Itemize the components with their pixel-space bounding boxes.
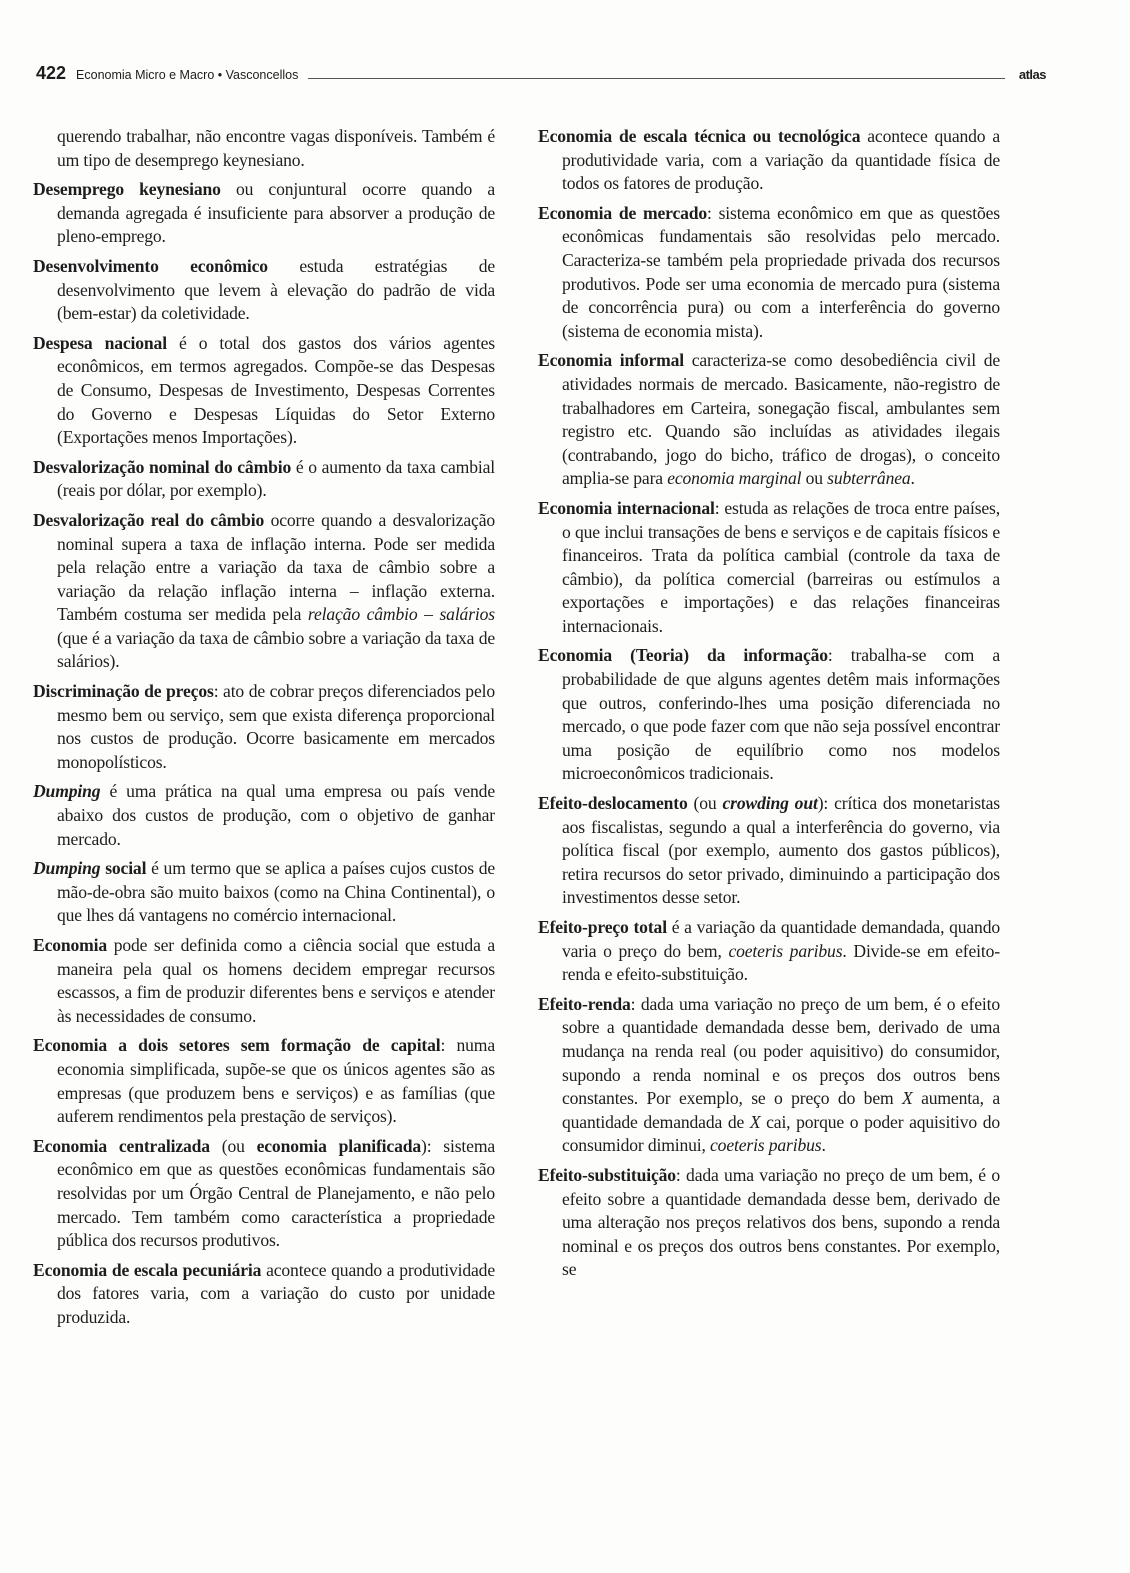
entry-term: Efeito-preço total <box>538 917 667 937</box>
emphasis-text: X <box>749 1111 761 1132</box>
entry-term: Economia centralizada <box>33 1135 210 1156</box>
glossary-entry <box>33 255 495 326</box>
glossary-entry <box>538 349 1000 491</box>
entry-term: Economia de escala pecuniária <box>33 1259 262 1280</box>
entry-definition: : numa economia simplificada, supõe-se que os únicos agentes são as empresas (que produzem bens e serviços) e as famílias (que auferem rendimentos pela prestação de serviços). <box>57 1035 495 1127</box>
entry-term: Desemprego keynesiano <box>33 179 221 200</box>
glossary-entry <box>33 456 495 503</box>
entry-definition: é um termo que se aplica a países cujos custos de mão-de-obra são muito baixos (como na China Continental), o que lhes dá vantagens no comércio internacional. <box>57 858 496 926</box>
entry-definition: . <box>821 1135 826 1156</box>
entry-definition: é uma prática na qual uma empresa ou país vende abaixo dos custos de produção, com o objetivo de ganhar mercado. <box>57 781 495 849</box>
entry-definition: cai, porque o poder aquisitivo do consumidor diminui, <box>562 1111 1000 1156</box>
emphasis-text: social <box>100 858 147 879</box>
entry-definition: (ou <box>209 1135 257 1156</box>
entry-definition: é o total dos gastos dos vários agentes econômicos, em termos agregados. Compõe-se das Despesas de Consumo, Despesas de Investimento, Despesas Correntes do Governo e Despesas Líquidas do Setor Externo (Exportações menos Importações). <box>57 332 495 448</box>
glossary-entry <box>538 125 1000 196</box>
right-column <box>538 125 1000 1288</box>
entry-definition: . <box>910 468 915 489</box>
left-column <box>33 125 495 1336</box>
entry-term: Efeito-deslocamento <box>538 793 688 814</box>
entry-definition: (que é a variação da taxa de câmbio sobre a variação da taxa de salários). <box>57 627 495 672</box>
entry-definition: ): crítica dos monetaristas aos fiscalistas, segundo a qual a interferência do governo, via política fiscal (por exemplo, aumento dos gastos públicos), retira recursos do setor privado, diminuindo a participação dos investimentos desse setor. <box>562 793 1000 908</box>
entry-term: Economia informal <box>538 350 685 371</box>
entry-term: Economia (Teoria) da informação <box>538 645 828 666</box>
emphasis-text: economia marginal <box>667 468 802 489</box>
emphasis-text: coeteris paribus <box>728 940 843 961</box>
entry-definition: acontece quando a produtividade varia, com a variação da quantidade física de todos os fatores de produção. <box>562 126 1000 194</box>
entry-definition: estuda estratégias de desenvolvimento que levem à elevação do padrão de vida (bem-estar) da coletividade. <box>57 255 496 324</box>
entry-definition: (ou <box>687 793 723 814</box>
entry-definition: : dada uma variação no preço de um bem, é o efeito sobre a quantidade demandada desse bem, derivado de uma mudança na renda real (ou poder aquisitivo) do consumidor, supondo a renda nominal e os preços dos outros bens constantes. Por exemplo, se o preço do bem <box>562 993 1000 1109</box>
entry-term: Economia <box>33 935 108 955</box>
glossary-entry <box>33 178 495 249</box>
glossary-entry <box>538 792 1000 910</box>
entry-definition: . Divide-se em efeito-renda e efeito-substituição. <box>562 940 1000 985</box>
emphasis-text: economia planificada <box>256 1135 422 1156</box>
entry-definition: ): sistema econômico em que as questões econômicas fundamentais são resolvidas por um Órgão Central de Planejamento, e não pelo mercado. Tem também como característica a propriedade pública dos recursos produtivos. <box>57 1135 496 1251</box>
entry-term: Desvalorização nominal do câmbio <box>33 456 292 477</box>
glossary-entry <box>33 125 495 172</box>
entry-definition: ocorre quando a desvalorização nominal supera a taxa de inflação interna. Pode ser medida pela relação entre a variação da taxa de câmbio sobre a variação da relação inflação interna – inflação externa. Também costuma ser medida pela <box>57 509 495 625</box>
emphasis-text: coeteris paribus <box>710 1135 822 1156</box>
entry-definition: : sistema econômico em que as questões econômicas fundamentais são resolvidas pelo mercado. Caracteriza-se também pela propriedade privada dos recursos produtivos. Pode ser uma economia de mercado pura (sistema de concorrência pura) ou com a interferência do governo (sistema de economia mista). <box>562 202 1000 341</box>
book-title: Economia Micro e Macro • Vasconcellos <box>76 68 299 82</box>
glossary-entry <box>33 1135 495 1253</box>
entry-term: Economia a dois setores sem formação de capital <box>33 1035 441 1056</box>
entry-definition: : ato de cobrar preços diferenciados pelo mesmo bem ou serviço, sem que exista diferença proporcional nos custos de produção. Ocorre basicamente em mercados monopolísticos. <box>57 681 495 772</box>
entry-definition: caracteriza-se como desobediência civil de atividades normais de mercado. Basicamente, não-registro de trabalhadores em Carteira, sonegação fiscal, ambulantes sem registro etc. Quando são incluídas as atividades ilegais (contrabando, jogo do bicho, tráfico de drogas), o conceito amplia-se para <box>562 350 1000 489</box>
glossary-entry <box>538 497 1000 639</box>
entry-term: Economia de mercado <box>538 202 708 223</box>
header-rule <box>308 78 1005 79</box>
glossary-entry <box>33 780 495 851</box>
entry-term: Despesa nacional <box>33 332 167 353</box>
entry-definition: : trabalha-se com a probabilidade de que alguns agentes detêm mais informações que outros, conferindo-lhes uma posição diferenciada no mercado, o que pode fazer com que não seja possível encontrar uma posição de equilíbrio como nos modelos microeconômicos tradicionais. <box>562 645 1000 784</box>
glossary-entry <box>538 916 1000 987</box>
entry-definition: pode ser definida como a ciência social que estuda a maneira pela qual os homens decidem empregar recursos escassos, a fim de produzir diferentes bens e serviços e atender às necessidades de consumo. <box>57 935 495 1026</box>
glossary-entry <box>33 509 495 674</box>
entry-term: Desvalorização real do câmbio <box>33 509 265 530</box>
entry-definition: ou conjuntural ocorre quando a demanda agregada é insuficiente para absorver a produção de pleno-emprego. <box>57 179 495 247</box>
glossary-entry <box>538 1164 1000 1282</box>
entry-term: Desenvolvimento econômico <box>33 255 268 276</box>
publisher-logo: atlas <box>1018 67 1046 82</box>
glossary-entry <box>538 644 1000 786</box>
glossary-entry <box>538 993 1000 1158</box>
entry-term: Economia de escala técnica ou tecnológica <box>538 126 861 146</box>
entry-term: Efeito-renda <box>538 993 631 1014</box>
page-number: 422 <box>36 63 67 83</box>
glossary-entry <box>33 1259 495 1330</box>
glossary-entry <box>33 332 495 450</box>
glossary-entry <box>33 934 495 1028</box>
entry-term: Dumping <box>33 858 101 879</box>
entry-definition: : estuda as relações de troca entre países, o que inclui transações de bens e serviços e de capitais físicos e financeiros. Trata da política cambial (controle da taxa de câmbio), da política comercial (barreiras ou estímulos a exportações e importações) e das relações financeiras internacionais. <box>562 497 1000 636</box>
glossary-entry <box>33 1034 495 1128</box>
entry-definition: é a variação da quantidade demandada, quando varia o preço do bem, <box>562 917 1000 961</box>
entry-definition: : dada uma variação no preço de um bem, é o efeito sobre a quantidade demandada desse bem, derivado de uma alteração nos preços relativos dos bens, supondo a renda nominal e os preços dos outros bens constantes. Por exemplo, se <box>562 1164 1000 1280</box>
entry-definition: ou <box>801 468 828 489</box>
entry-term: Economia internacional <box>538 497 715 518</box>
emphasis-text: crowding out <box>722 793 818 814</box>
entry-definition: é o aumento da taxa cambial (reais por dólar, por exemplo). <box>57 456 495 501</box>
entry-definition: aumenta, a quantidade demandada de <box>562 1088 1000 1132</box>
entry-definition: querendo trabalhar, não encontre vagas disponíveis. Também é um tipo de desemprego keynesiano. <box>57 126 495 170</box>
entry-definition: acontece quando a produtividade dos fatores varia, com a variação do custo por unidade produzida. <box>57 1259 495 1327</box>
emphasis-text: X <box>902 1088 913 1109</box>
emphasis-text: subterrânea <box>827 468 911 489</box>
running-header <box>36 60 1046 84</box>
emphasis-text: relação câmbio – salários <box>307 604 495 625</box>
glossary-entry <box>33 680 495 774</box>
entry-term: Dumping <box>33 781 101 802</box>
glossary-entry <box>33 857 495 928</box>
entry-term: Discriminação de preços <box>33 681 214 702</box>
glossary-entry <box>538 202 1000 344</box>
entry-term: Efeito-substituição <box>538 1164 676 1185</box>
